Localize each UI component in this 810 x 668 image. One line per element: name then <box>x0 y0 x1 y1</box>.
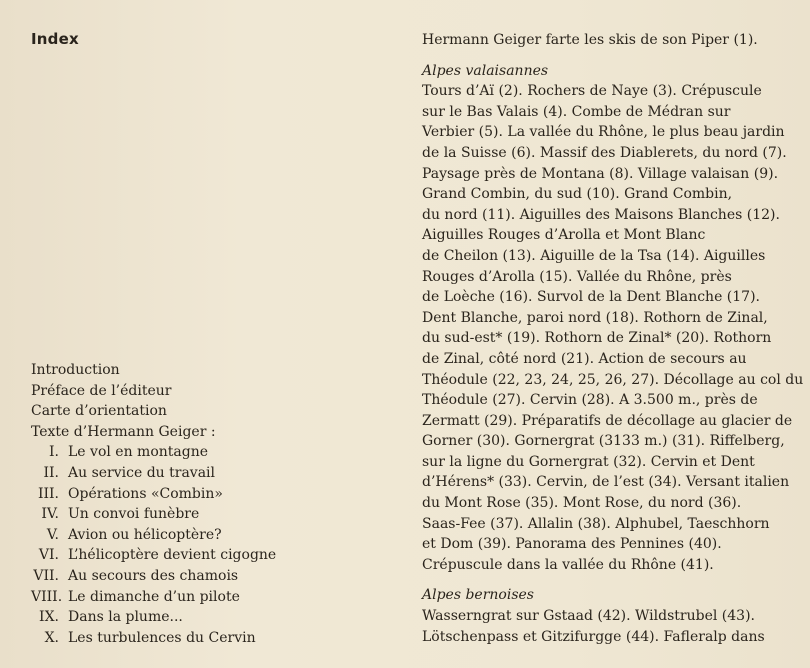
chapter-number: III. <box>37 485 59 502</box>
index-line: de Loèche (16). Survol de la Dent Blanche (17). <box>422 289 760 306</box>
chapter-number: II. <box>43 464 59 481</box>
index-line: Verbier (5). La vallée du Rhône, le plus beau jardin <box>422 124 785 141</box>
index-line: de Zinal, côté nord (21). Action de secours au <box>422 350 747 367</box>
chapter-number: X. <box>44 629 59 646</box>
index-line: Crépuscule dans la vallée du Rhône (41). <box>422 556 714 573</box>
chapter-title: Au secours des chamois <box>68 567 239 584</box>
toc-chapter <box>31 463 391 484</box>
section-heading-valais: Alpes valaisannes <box>422 62 549 79</box>
index-line: et Dom (39). Panorama des Pennines (40). <box>422 536 722 553</box>
toc-chapter <box>31 484 391 505</box>
index-line: du nord (11). Aiguilles des Maisons Blanches (12). <box>422 206 780 223</box>
index-line: Gorner (30). Gornergrat (3133 m.) (31). Riffelberg, <box>422 433 785 450</box>
index-line: Paysage près de Montana (8). Village valaisan (9). <box>422 165 779 182</box>
index-line: du Mont Rose (35). Mont Rose, du nord (36). <box>422 495 742 512</box>
index-line: de Cheilon (13). Aiguille de la Tsa (14). Aiguilles <box>422 247 766 264</box>
chapter-title: Dans la plume... <box>68 609 183 626</box>
index-line: du sud-est* (19). Rothorn de Zinal* (20). Rothorn <box>422 330 772 347</box>
index-line: Zermatt (29). Préparatifs de décollage au glacier de <box>422 412 793 429</box>
index-line: Aiguilles Rouges d’Arolla et Mont Blanc <box>422 227 706 244</box>
chapter-title: Le vol en montagne <box>68 444 209 461</box>
toc-chapter <box>31 442 391 463</box>
illustration-index <box>422 30 807 647</box>
index-line: Grand Combin, du sud (10). Grand Combin, <box>422 186 733 203</box>
toc-chapter <box>31 545 391 566</box>
index-line: Saas-Fee (37). Allalin (38). Alphubel, Taeschhorn <box>422 515 770 532</box>
index-line: Théodule (22, 23, 24, 25, 26, 27). Décollage au col du <box>422 371 804 388</box>
toc-chapter <box>31 566 391 587</box>
toc-front-matter: Préface de l’éditeur <box>31 382 172 399</box>
section-spacer <box>422 575 807 585</box>
chapter-number: I. <box>49 444 59 461</box>
toc-chapter <box>31 607 391 628</box>
toc-front-matter: Carte d’orientation <box>31 403 167 420</box>
index-line: Rouges d’Arolla (15). Vallée du Rhône, près <box>422 268 732 285</box>
chapter-number: IV. <box>41 506 59 523</box>
table-of-contents <box>31 360 391 648</box>
chapter-title: Avion ou hélicoptère? <box>68 526 222 543</box>
chapter-number: V. <box>46 526 59 543</box>
chapter-number: IX. <box>39 609 59 626</box>
index-line: d’Hérens* (33). Cervin, de l’est (34). Versant italien <box>422 474 790 491</box>
chapter-number: VI. <box>38 547 59 564</box>
index-line: sur la ligne du Gornergrat (32). Cervin et Dent <box>422 453 755 470</box>
index-line: de la Suisse (6). Massif des Diablerets, du nord (7). <box>422 144 787 161</box>
index-heading: Index <box>31 30 79 48</box>
chapter-title: Au service du travail <box>68 464 216 481</box>
toc-chapter <box>31 587 391 608</box>
index-line: Dent Blanche, paroi nord (18). Rothorn de Zinal, <box>422 309 768 326</box>
index-line: Tours d’Aï (2). Rochers de Naye (3). Crépuscule <box>422 83 762 100</box>
chapter-number: VII. <box>33 567 59 584</box>
chapter-title: Les turbulences du Cervin <box>68 629 256 646</box>
toc-chapter <box>31 504 391 525</box>
toc-front-matter: Texte d’Hermann Geiger : <box>31 423 216 440</box>
chapter-title: L’hélicoptère devient cigogne <box>68 547 277 564</box>
chapter-title: Opérations «Combin» <box>68 485 223 502</box>
toc-chapter <box>31 628 391 649</box>
chapter-title: Un convoi funèbre <box>68 506 200 523</box>
index-line: Lötschenpass et Gitzifurgge (44). Fafleralp dans <box>422 628 765 645</box>
toc-chapter <box>31 525 391 546</box>
chapter-number: VIII. <box>31 588 63 605</box>
chapter-title: Le dimanche d’un pilote <box>68 588 240 605</box>
frontispiece-caption: Hermann Geiger farte les skis de son Piper (1). <box>422 32 758 48</box>
toc-front-matter: Introduction <box>31 362 120 378</box>
index-line: Wasserngrat sur Gstaad (42). Wildstrubel (43). <box>422 608 755 625</box>
index-line: Théodule (27). Cervin (28). A 3.500 m., près de <box>422 392 758 409</box>
index-line: sur le Bas Valais (4). Combe de Médran sur <box>422 103 731 120</box>
section-heading-bernoises: Alpes bernoises <box>422 587 534 604</box>
